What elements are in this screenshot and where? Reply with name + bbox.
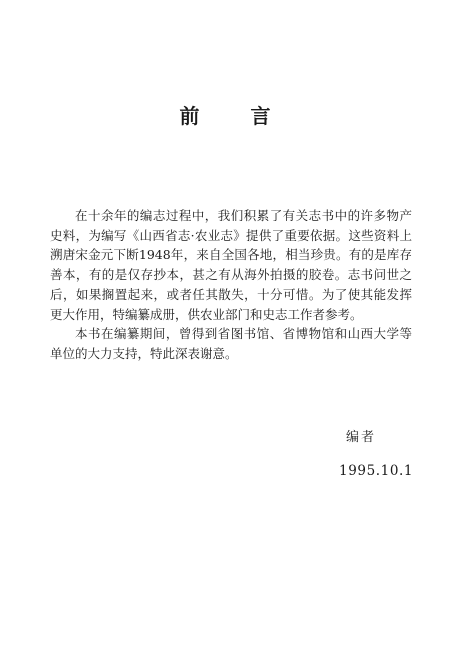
preface-body [50,206,412,364]
author-signature: 编者 [346,430,377,445]
preface-date: 1995.10.1 [339,463,414,479]
page-title: 前 言 [179,104,293,128]
preface-paragraph-2: 本书在编纂期间，曾得到省图书馆、省博物馆和山西大学等单位的大力支持，特此深表谢意。 [50,326,412,361]
preface-paragraph-1: 在十余年的编志过程中，我们积累了有关志书中的许多物产史料，为编写《山西省志·农业志》提供了重要依据。这些资料上溯唐宋金元下断1948年，来自全国各地，相当珍贵。有的是库存善本，有的是仅存抄本，甚之有从海外拍摄的胶卷。志书问世之后，如果搁置起来，或者任其散失，十分可惜。为了使其能发挥更大作用，特编纂成册，供农业部门和史志工作者参考。 [50,208,412,322]
